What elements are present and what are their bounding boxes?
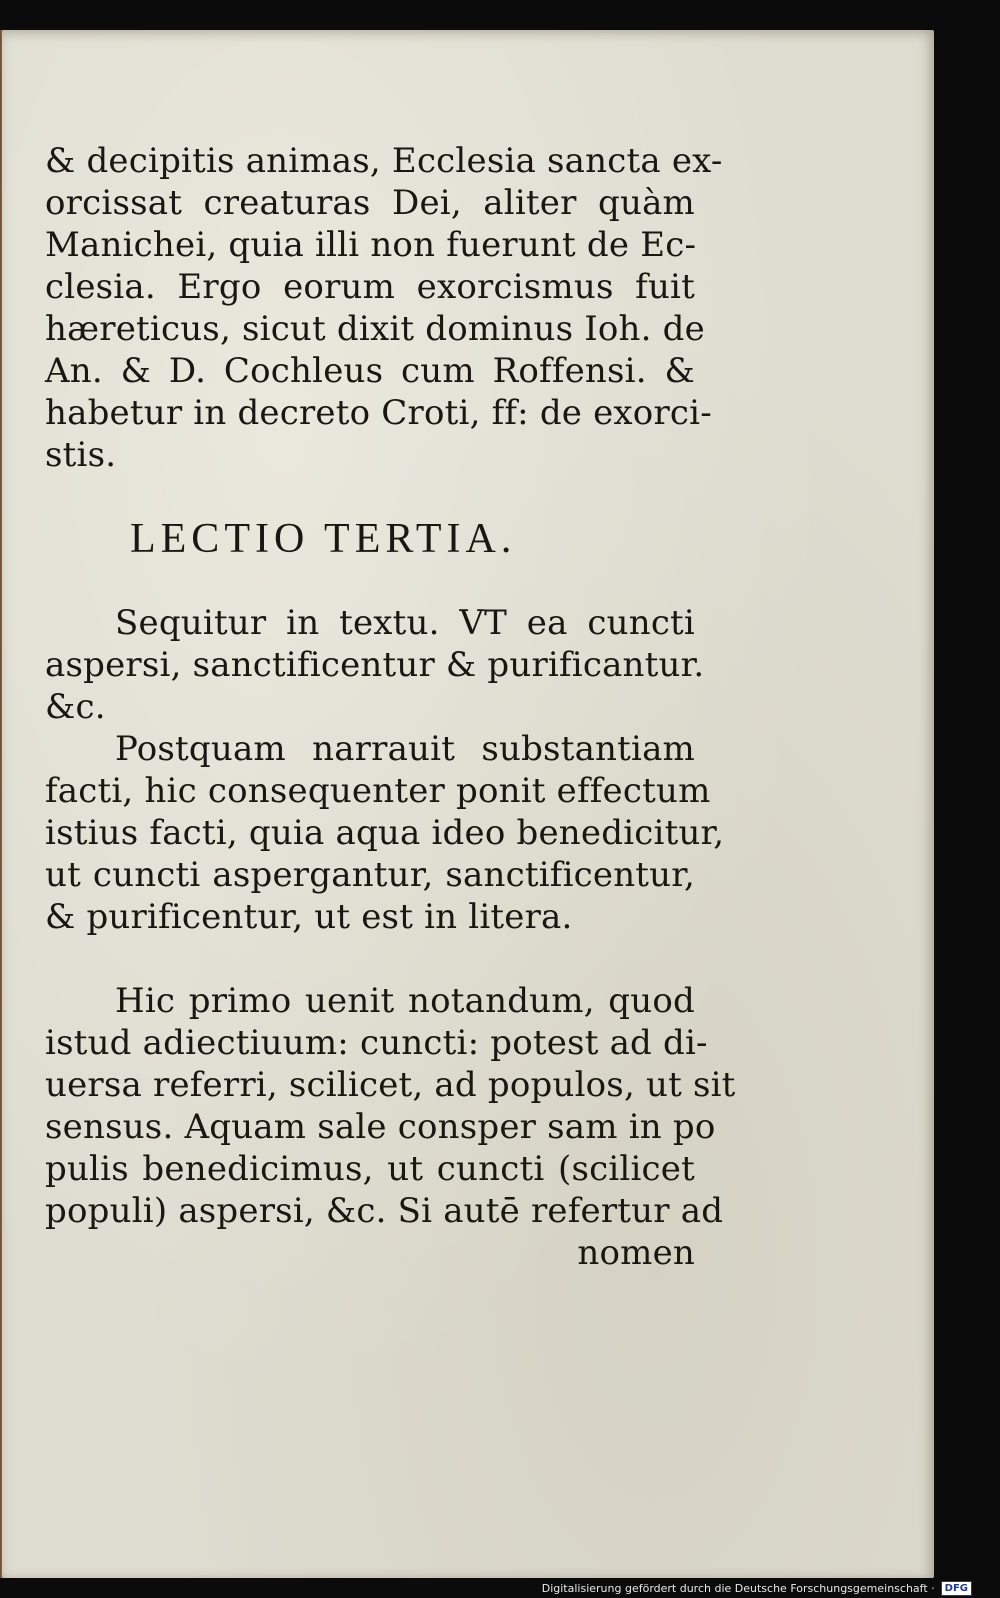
paragraph-2 bbox=[45, 602, 705, 728]
text-line: clesia. Ergo eorum exorcismus fuit bbox=[45, 267, 695, 307]
text-line: uersa referri, scilicet, ad populos, ut sit bbox=[45, 1065, 736, 1105]
text-line: Sequitur in textu. VT ea cuncti bbox=[115, 603, 695, 643]
text-line: Postquam narrauit substantiam bbox=[115, 729, 695, 769]
text-line: & purificentur, ut est in litera. bbox=[45, 897, 573, 937]
text-line: facti, hic consequenter ponit effectum bbox=[45, 771, 711, 811]
text-line: Hic primo uenit notandum, quod bbox=[115, 981, 695, 1021]
paragraph-3 bbox=[45, 728, 725, 938]
dfg-logo: DFG bbox=[941, 1581, 972, 1596]
text-line: ut cuncti aspergantur, sanctificentur, bbox=[45, 855, 695, 895]
text-line: sensus. Aquam sale consper sam in po bbox=[45, 1107, 716, 1147]
text-line: istud adiectiuum: cuncti: potest ad di- bbox=[45, 1023, 708, 1063]
text-line: istius facti, quia aqua ideo benedicitur, bbox=[45, 813, 725, 853]
footer-credit bbox=[542, 1581, 972, 1596]
catchword: nomen bbox=[577, 1233, 695, 1273]
text-line: aspersi, sanctificentur & purificantur. bbox=[45, 645, 705, 685]
text-line: & decipitis animas, Ecclesia sancta ex- bbox=[45, 141, 723, 181]
text-line: pulis benedicimus, ut cuncti (scilicet bbox=[45, 1149, 695, 1189]
text-line: orcissat creaturas Dei, aliter quàm bbox=[45, 183, 695, 223]
text-line: populi) aspersi, &c. Si autē refertur ad bbox=[45, 1191, 724, 1231]
footer-text: Digitalisierung gefördert durch die Deutsche Forschungsgemeinschaft · bbox=[541, 1582, 935, 1595]
text-line: An. & D. Cochleus cum Roffensi. & bbox=[45, 351, 695, 391]
text-line: hæreticus, sicut dixit dominus Ioh. de bbox=[45, 309, 705, 349]
text-line: Manichei, quia illi non fuerunt de Ec- bbox=[45, 225, 697, 265]
paragraph-1 bbox=[45, 140, 723, 476]
text-line: &c. bbox=[45, 687, 106, 727]
paragraph-4 bbox=[45, 980, 736, 1274]
text-line: stis. bbox=[45, 435, 117, 475]
section-heading: LECTIO TERTIA. bbox=[130, 516, 517, 562]
text-line: habetur in decreto Croti, ff: de exorci- bbox=[45, 393, 712, 433]
